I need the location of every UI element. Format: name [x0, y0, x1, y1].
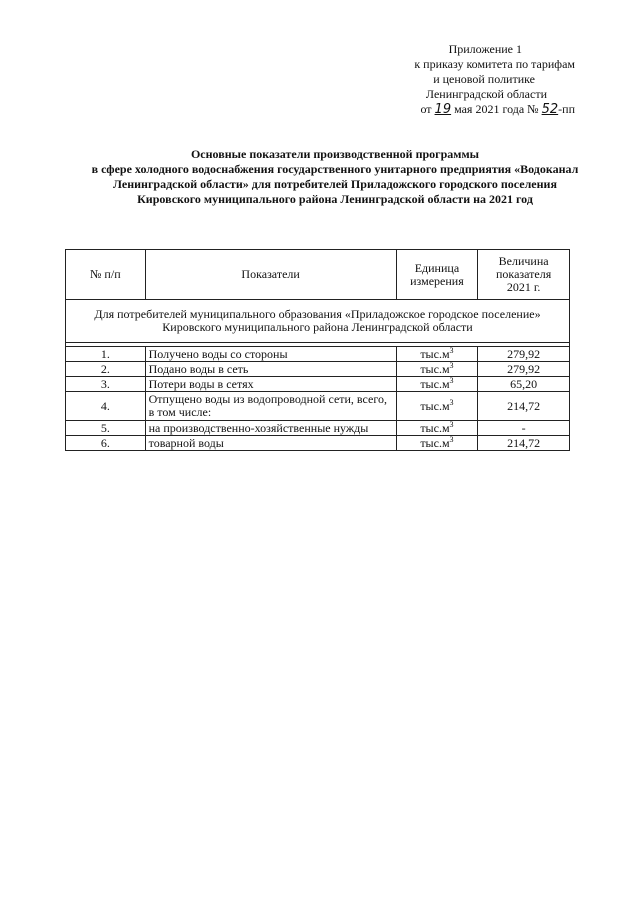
row-name: на производственно-хозяйственные нужды: [145, 421, 396, 436]
header-unit: [396, 250, 478, 300]
table-row: [66, 392, 570, 421]
row-unit: [396, 377, 478, 392]
row-unit: [396, 436, 478, 451]
header-value-line1: Величина: [498, 254, 549, 268]
unit-sup: 3: [449, 345, 454, 355]
row-name: товарной воды: [145, 436, 396, 451]
header-unit-line1: Единица: [414, 260, 460, 275]
header-num: № п/п: [66, 250, 146, 300]
header-name: Показатели: [145, 250, 396, 300]
unit-text: тыс.м: [420, 398, 450, 413]
title-line-2: в сфере холодного водоснабжения государственного унитарного предприятия «Водоканал: [91, 162, 579, 176]
group-caption: [66, 300, 570, 343]
unit-text: тыс.м: [420, 346, 450, 361]
header-value: [478, 250, 570, 300]
row-num: 6.: [66, 436, 146, 451]
row-num: 4.: [66, 392, 146, 421]
header-unit-line2: измерения: [410, 273, 464, 288]
row-name: Подано воды в сеть: [145, 362, 396, 377]
table-row: [66, 436, 570, 451]
unit-sup: 3: [449, 375, 454, 385]
group-row: [66, 300, 570, 343]
appendix-order-line: к приказу комитета по тарифам: [414, 57, 575, 71]
group-line2: Кировского муниципального района Ленинградской области: [162, 320, 473, 334]
table-row: [66, 421, 570, 436]
row-value: 279,92: [478, 347, 570, 362]
document-title: [40, 147, 630, 207]
row-unit: [396, 421, 478, 436]
row-num: 5.: [66, 421, 146, 436]
date-day: 19: [434, 102, 452, 117]
unit-text: тыс.м: [420, 376, 450, 391]
table-row: [66, 347, 570, 362]
date-middle: мая 2021 года №: [454, 102, 539, 116]
unit-sup: 3: [449, 397, 454, 407]
row-num: 2.: [66, 362, 146, 377]
order-suffix: -пп: [558, 102, 575, 116]
header-value-line3: 2021 г.: [506, 280, 541, 294]
row-name: Потери воды в сетях: [145, 377, 396, 392]
unit-sup: 3: [449, 434, 454, 444]
row-num: 1.: [66, 347, 146, 362]
row-num: 3.: [66, 377, 146, 392]
row-value: -: [478, 421, 570, 436]
row-unit: [396, 392, 478, 421]
row-name: Отпущено воды из водопроводной сети, всего, в том числе:: [145, 392, 396, 421]
table-header-row: [66, 250, 570, 300]
indicators-table: [65, 249, 570, 451]
unit-sup: 3: [449, 419, 454, 429]
unit-text: тыс.м: [420, 435, 450, 450]
title-line-4: Кировского муниципального района Ленинградской области на 2021 год: [137, 192, 533, 206]
table-row: [66, 377, 570, 392]
unit-text: тыс.м: [420, 361, 450, 376]
appendix-date-line: [360, 102, 575, 117]
row-value: 279,92: [478, 362, 570, 377]
row-name: Получено воды со стороны: [145, 347, 396, 362]
row-unit: [396, 347, 478, 362]
appendix-block: [360, 42, 575, 117]
row-value: 65,20: [478, 377, 570, 392]
appendix-committee-line: и ценовой политике: [433, 72, 535, 86]
unit-sup: 3: [449, 360, 454, 370]
unit-text: тыс.м: [420, 420, 450, 435]
order-number: 52: [541, 102, 559, 117]
appendix-region-line: Ленинградской области: [425, 87, 547, 101]
row-unit: [396, 362, 478, 377]
row-value: 214,72: [478, 392, 570, 421]
table-row: [66, 362, 570, 377]
header-value-line2: показателя: [496, 267, 552, 281]
appendix-title: Приложение 1: [448, 42, 522, 56]
title-line-3: Ленинградской области» для потребителей Приладожского городского поселения: [113, 177, 557, 191]
title-line-1: Основные показатели производственной программы: [190, 147, 480, 161]
row-value: 214,72: [478, 436, 570, 451]
group-line1: Для потребителей муниципального образования «Приладожское городское поселение»: [94, 307, 541, 321]
date-prefix: от: [420, 102, 432, 116]
